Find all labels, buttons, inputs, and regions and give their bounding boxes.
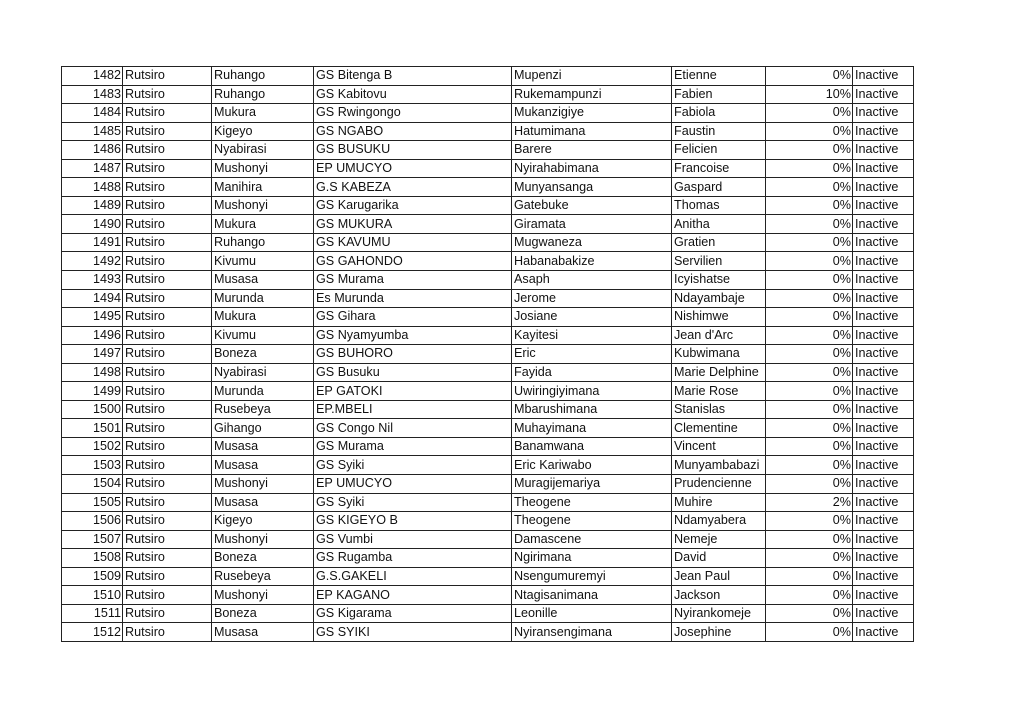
cell-row-number: 1499 <box>62 382 123 401</box>
cell-sector: Kivumu <box>212 326 314 345</box>
cell-district: Rutsiro <box>123 252 212 271</box>
cell-first-name: Fabiola <box>672 104 766 123</box>
cell-first-name: Vincent <box>672 437 766 456</box>
cell-progress-percent: 0% <box>766 437 853 456</box>
cell-district: Rutsiro <box>123 271 212 290</box>
table-row <box>62 363 914 382</box>
cell-status: Inactive <box>853 85 914 104</box>
cell-status: Inactive <box>853 604 914 623</box>
cell-sector: Musasa <box>212 623 314 642</box>
cell-progress-percent: 0% <box>766 604 853 623</box>
cell-sector: Musasa <box>212 456 314 475</box>
cell-school: GS KIGEYO B <box>314 512 512 531</box>
cell-row-number: 1490 <box>62 215 123 234</box>
cell-first-name: Prudencienne <box>672 475 766 494</box>
cell-district: Rutsiro <box>123 196 212 215</box>
cell-row-number: 1507 <box>62 530 123 549</box>
cell-first-name: Marie Rose <box>672 382 766 401</box>
cell-progress-percent: 0% <box>766 159 853 178</box>
cell-progress-percent: 0% <box>766 400 853 419</box>
cell-sector: Mushonyi <box>212 196 314 215</box>
cell-sector: Mukura <box>212 308 314 327</box>
cell-school: GS BUSUKU <box>314 141 512 160</box>
cell-school: GS Rugamba <box>314 549 512 568</box>
cell-sector: Boneza <box>212 345 314 364</box>
cell-district: Rutsiro <box>123 456 212 475</box>
cell-progress-percent: 0% <box>766 308 853 327</box>
cell-sector: Ruhango <box>212 85 314 104</box>
cell-last-name: Nsengumuremyi <box>512 567 672 586</box>
cell-school: GS SYIKI <box>314 623 512 642</box>
cell-first-name: Fabien <box>672 85 766 104</box>
cell-row-number: 1497 <box>62 345 123 364</box>
cell-first-name: Jean d'Arc <box>672 326 766 345</box>
cell-sector: Gihango <box>212 419 314 438</box>
cell-first-name: Munyambabazi <box>672 456 766 475</box>
cell-status: Inactive <box>853 67 914 86</box>
cell-row-number: 1500 <box>62 400 123 419</box>
cell-first-name: Francoise <box>672 159 766 178</box>
cell-progress-percent: 0% <box>766 345 853 364</box>
cell-district: Rutsiro <box>123 85 212 104</box>
table-row <box>62 289 914 308</box>
cell-last-name: Hatumimana <box>512 122 672 141</box>
cell-last-name: Ngirimana <box>512 549 672 568</box>
cell-status: Inactive <box>853 271 914 290</box>
cell-last-name: Ntagisanimana <box>512 586 672 605</box>
cell-last-name: Theogene <box>512 493 672 512</box>
cell-row-number: 1506 <box>62 512 123 531</box>
cell-sector: Mushonyi <box>212 475 314 494</box>
cell-status: Inactive <box>853 215 914 234</box>
table-row <box>62 233 914 252</box>
cell-first-name: Jean Paul <box>672 567 766 586</box>
cell-row-number: 1485 <box>62 122 123 141</box>
cell-last-name: Giramata <box>512 215 672 234</box>
cell-first-name: Marie Delphine <box>672 363 766 382</box>
cell-progress-percent: 0% <box>766 67 853 86</box>
table-row <box>62 475 914 494</box>
cell-school: G.S KABEZA <box>314 178 512 197</box>
cell-first-name: Nyirankomeje <box>672 604 766 623</box>
table-body <box>62 67 914 642</box>
cell-first-name: Anitha <box>672 215 766 234</box>
cell-status: Inactive <box>853 493 914 512</box>
cell-first-name: Kubwimana <box>672 345 766 364</box>
cell-sector: Kivumu <box>212 252 314 271</box>
cell-status: Inactive <box>853 326 914 345</box>
cell-district: Rutsiro <box>123 326 212 345</box>
table-row <box>62 530 914 549</box>
cell-last-name: Munyansanga <box>512 178 672 197</box>
table-row <box>62 196 914 215</box>
cell-first-name: Ndayambaje <box>672 289 766 308</box>
cell-school: GS Busuku <box>314 363 512 382</box>
cell-row-number: 1505 <box>62 493 123 512</box>
cell-last-name: Eric <box>512 345 672 364</box>
cell-school: EP UMUCYO <box>314 475 512 494</box>
cell-progress-percent: 0% <box>766 363 853 382</box>
cell-last-name: Asaph <box>512 271 672 290</box>
table-row <box>62 400 914 419</box>
cell-first-name: Nishimwe <box>672 308 766 327</box>
table-row <box>62 85 914 104</box>
table-row <box>62 623 914 642</box>
table-row <box>62 419 914 438</box>
cell-last-name: Fayida <box>512 363 672 382</box>
cell-school: GS BUHORO <box>314 345 512 364</box>
cell-school: GS Karugarika <box>314 196 512 215</box>
cell-progress-percent: 0% <box>766 196 853 215</box>
cell-district: Rutsiro <box>123 493 212 512</box>
cell-district: Rutsiro <box>123 233 212 252</box>
cell-sector: Kigeyo <box>212 122 314 141</box>
cell-last-name: Mugwaneza <box>512 233 672 252</box>
cell-sector: Manihira <box>212 178 314 197</box>
table-row <box>62 567 914 586</box>
cell-status: Inactive <box>853 196 914 215</box>
cell-row-number: 1508 <box>62 549 123 568</box>
cell-progress-percent: 0% <box>766 104 853 123</box>
table-row <box>62 141 914 160</box>
cell-progress-percent: 0% <box>766 252 853 271</box>
cell-school: GS Gihara <box>314 308 512 327</box>
cell-status: Inactive <box>853 104 914 123</box>
cell-first-name: Thomas <box>672 196 766 215</box>
cell-status: Inactive <box>853 382 914 401</box>
cell-district: Rutsiro <box>123 104 212 123</box>
cell-last-name: Nyirahabimana <box>512 159 672 178</box>
cell-district: Rutsiro <box>123 289 212 308</box>
cell-district: Rutsiro <box>123 604 212 623</box>
cell-sector: Rusebeya <box>212 567 314 586</box>
cell-school: GS NGABO <box>314 122 512 141</box>
cell-last-name: Kayitesi <box>512 326 672 345</box>
cell-row-number: 1498 <box>62 363 123 382</box>
cell-district: Rutsiro <box>123 419 212 438</box>
table-row <box>62 493 914 512</box>
cell-last-name: Banamwana <box>512 437 672 456</box>
cell-sector: Kigeyo <box>212 512 314 531</box>
cell-sector: Nyabirasi <box>212 363 314 382</box>
cell-status: Inactive <box>853 122 914 141</box>
table-row <box>62 159 914 178</box>
cell-progress-percent: 0% <box>766 530 853 549</box>
cell-first-name: Etienne <box>672 67 766 86</box>
cell-district: Rutsiro <box>123 122 212 141</box>
cell-last-name: Jerome <box>512 289 672 308</box>
cell-district: Rutsiro <box>123 549 212 568</box>
cell-school: GS GAHONDO <box>314 252 512 271</box>
cell-row-number: 1512 <box>62 623 123 642</box>
cell-row-number: 1495 <box>62 308 123 327</box>
cell-progress-percent: 0% <box>766 549 853 568</box>
cell-progress-percent: 0% <box>766 419 853 438</box>
cell-status: Inactive <box>853 308 914 327</box>
cell-sector: Boneza <box>212 549 314 568</box>
cell-progress-percent: 0% <box>766 512 853 531</box>
cell-school: GS MUKURA <box>314 215 512 234</box>
table-row <box>62 382 914 401</box>
cell-sector: Nyabirasi <box>212 141 314 160</box>
cell-district: Rutsiro <box>123 512 212 531</box>
cell-progress-percent: 0% <box>766 271 853 290</box>
cell-sector: Musasa <box>212 271 314 290</box>
cell-progress-percent: 0% <box>766 178 853 197</box>
cell-status: Inactive <box>853 419 914 438</box>
cell-status: Inactive <box>853 456 914 475</box>
cell-school: EP UMUCYO <box>314 159 512 178</box>
cell-last-name: Leonille <box>512 604 672 623</box>
cell-district: Rutsiro <box>123 400 212 419</box>
cell-last-name: Muhayimana <box>512 419 672 438</box>
cell-status: Inactive <box>853 549 914 568</box>
table-row <box>62 345 914 364</box>
cell-district: Rutsiro <box>123 308 212 327</box>
cell-last-name: Muragijemariya <box>512 475 672 494</box>
cell-first-name: David <box>672 549 766 568</box>
cell-row-number: 1493 <box>62 271 123 290</box>
table-row <box>62 104 914 123</box>
cell-district: Rutsiro <box>123 178 212 197</box>
cell-school: GS Kigarama <box>314 604 512 623</box>
cell-progress-percent: 0% <box>766 141 853 160</box>
cell-status: Inactive <box>853 289 914 308</box>
cell-school: GS Kabitovu <box>314 85 512 104</box>
cell-row-number: 1509 <box>62 567 123 586</box>
cell-progress-percent: 0% <box>766 623 853 642</box>
cell-sector: Murunda <box>212 382 314 401</box>
cell-status: Inactive <box>853 400 914 419</box>
cell-first-name: Stanislas <box>672 400 766 419</box>
cell-first-name: Nemeje <box>672 530 766 549</box>
table-row <box>62 178 914 197</box>
cell-sector: Mushonyi <box>212 586 314 605</box>
table-row <box>62 586 914 605</box>
cell-first-name: Clementine <box>672 419 766 438</box>
cell-sector: Boneza <box>212 604 314 623</box>
cell-status: Inactive <box>853 252 914 271</box>
cell-row-number: 1486 <box>62 141 123 160</box>
cell-progress-percent: 0% <box>766 567 853 586</box>
cell-row-number: 1487 <box>62 159 123 178</box>
cell-school: GS Vumbi <box>314 530 512 549</box>
cell-school: G.S.GAKELI <box>314 567 512 586</box>
cell-first-name: Muhire <box>672 493 766 512</box>
cell-row-number: 1503 <box>62 456 123 475</box>
cell-first-name: Josephine <box>672 623 766 642</box>
cell-first-name: Gaspard <box>672 178 766 197</box>
cell-school: GS Congo Nil <box>314 419 512 438</box>
cell-sector: Mushonyi <box>212 159 314 178</box>
table-row <box>62 437 914 456</box>
cell-row-number: 1484 <box>62 104 123 123</box>
cell-sector: Murunda <box>212 289 314 308</box>
cell-district: Rutsiro <box>123 530 212 549</box>
cell-district: Rutsiro <box>123 67 212 86</box>
cell-row-number: 1501 <box>62 419 123 438</box>
cell-sector: Rusebeya <box>212 400 314 419</box>
table-row <box>62 271 914 290</box>
cell-status: Inactive <box>853 586 914 605</box>
table-row <box>62 252 914 271</box>
cell-first-name: Servilien <box>672 252 766 271</box>
cell-last-name: Eric Kariwabo <box>512 456 672 475</box>
cell-status: Inactive <box>853 141 914 160</box>
cell-school: EP GATOKI <box>314 382 512 401</box>
cell-status: Inactive <box>853 437 914 456</box>
cell-progress-percent: 10% <box>766 85 853 104</box>
table-row <box>62 512 914 531</box>
cell-status: Inactive <box>853 363 914 382</box>
table-row <box>62 67 914 86</box>
cell-first-name: Gratien <box>672 233 766 252</box>
cell-progress-percent: 0% <box>766 122 853 141</box>
cell-row-number: 1489 <box>62 196 123 215</box>
cell-last-name: Josiane <box>512 308 672 327</box>
cell-district: Rutsiro <box>123 475 212 494</box>
table-row <box>62 604 914 623</box>
cell-last-name: Rukemampunzi <box>512 85 672 104</box>
cell-progress-percent: 0% <box>766 233 853 252</box>
cell-status: Inactive <box>853 530 914 549</box>
cell-status: Inactive <box>853 233 914 252</box>
cell-first-name: Jackson <box>672 586 766 605</box>
cell-progress-percent: 0% <box>766 215 853 234</box>
cell-sector: Musasa <box>212 437 314 456</box>
cell-sector: Mukura <box>212 104 314 123</box>
cell-district: Rutsiro <box>123 382 212 401</box>
cell-school: EP KAGANO <box>314 586 512 605</box>
cell-first-name: Felicien <box>672 141 766 160</box>
cell-row-number: 1502 <box>62 437 123 456</box>
cell-school: GS Murama <box>314 437 512 456</box>
cell-status: Inactive <box>853 345 914 364</box>
table-row <box>62 326 914 345</box>
cell-school: EP.MBELI <box>314 400 512 419</box>
cell-last-name: Barere <box>512 141 672 160</box>
cell-district: Rutsiro <box>123 215 212 234</box>
cell-district: Rutsiro <box>123 437 212 456</box>
cell-last-name: Mukanzigiye <box>512 104 672 123</box>
cell-progress-percent: 0% <box>766 456 853 475</box>
cell-row-number: 1491 <box>62 233 123 252</box>
cell-status: Inactive <box>853 178 914 197</box>
cell-school: GS Murama <box>314 271 512 290</box>
table-row <box>62 549 914 568</box>
cell-status: Inactive <box>853 512 914 531</box>
cell-district: Rutsiro <box>123 141 212 160</box>
cell-last-name: Uwiringiyimana <box>512 382 672 401</box>
cell-row-number: 1483 <box>62 85 123 104</box>
cell-district: Rutsiro <box>123 345 212 364</box>
cell-school: GS Syiki <box>314 456 512 475</box>
cell-first-name: Icyishatse <box>672 271 766 290</box>
records-table <box>61 66 914 642</box>
cell-progress-percent: 0% <box>766 586 853 605</box>
cell-sector: Mushonyi <box>212 530 314 549</box>
cell-status: Inactive <box>853 475 914 494</box>
cell-row-number: 1492 <box>62 252 123 271</box>
cell-district: Rutsiro <box>123 159 212 178</box>
cell-district: Rutsiro <box>123 586 212 605</box>
cell-district: Rutsiro <box>123 623 212 642</box>
cell-last-name: Mbarushimana <box>512 400 672 419</box>
cell-first-name: Ndamyabera <box>672 512 766 531</box>
cell-first-name: Faustin <box>672 122 766 141</box>
cell-progress-percent: 2% <box>766 493 853 512</box>
cell-status: Inactive <box>853 567 914 586</box>
cell-status: Inactive <box>853 159 914 178</box>
cell-row-number: 1511 <box>62 604 123 623</box>
cell-last-name: Nyiransengimana <box>512 623 672 642</box>
table-row <box>62 456 914 475</box>
cell-last-name: Gatebuke <box>512 196 672 215</box>
cell-row-number: 1494 <box>62 289 123 308</box>
cell-school: GS KAVUMU <box>314 233 512 252</box>
table-row <box>62 215 914 234</box>
cell-school: GS Rwingongo <box>314 104 512 123</box>
cell-sector: Ruhango <box>212 233 314 252</box>
cell-last-name: Theogene <box>512 512 672 531</box>
cell-school: Es Murunda <box>314 289 512 308</box>
cell-progress-percent: 0% <box>766 326 853 345</box>
cell-row-number: 1482 <box>62 67 123 86</box>
cell-row-number: 1488 <box>62 178 123 197</box>
table-row <box>62 122 914 141</box>
cell-sector: Ruhango <box>212 67 314 86</box>
cell-district: Rutsiro <box>123 567 212 586</box>
cell-district: Rutsiro <box>123 363 212 382</box>
cell-progress-percent: 0% <box>766 382 853 401</box>
cell-progress-percent: 0% <box>766 289 853 308</box>
cell-last-name: Mupenzi <box>512 67 672 86</box>
cell-row-number: 1496 <box>62 326 123 345</box>
cell-school: GS Nyamyumba <box>314 326 512 345</box>
cell-progress-percent: 0% <box>766 475 853 494</box>
table-row <box>62 308 914 327</box>
cell-last-name: Habanabakize <box>512 252 672 271</box>
cell-sector: Musasa <box>212 493 314 512</box>
cell-sector: Mukura <box>212 215 314 234</box>
cell-school: GS Syiki <box>314 493 512 512</box>
cell-row-number: 1504 <box>62 475 123 494</box>
cell-status: Inactive <box>853 623 914 642</box>
cell-row-number: 1510 <box>62 586 123 605</box>
cell-school: GS Bitenga B <box>314 67 512 86</box>
cell-last-name: Damascene <box>512 530 672 549</box>
